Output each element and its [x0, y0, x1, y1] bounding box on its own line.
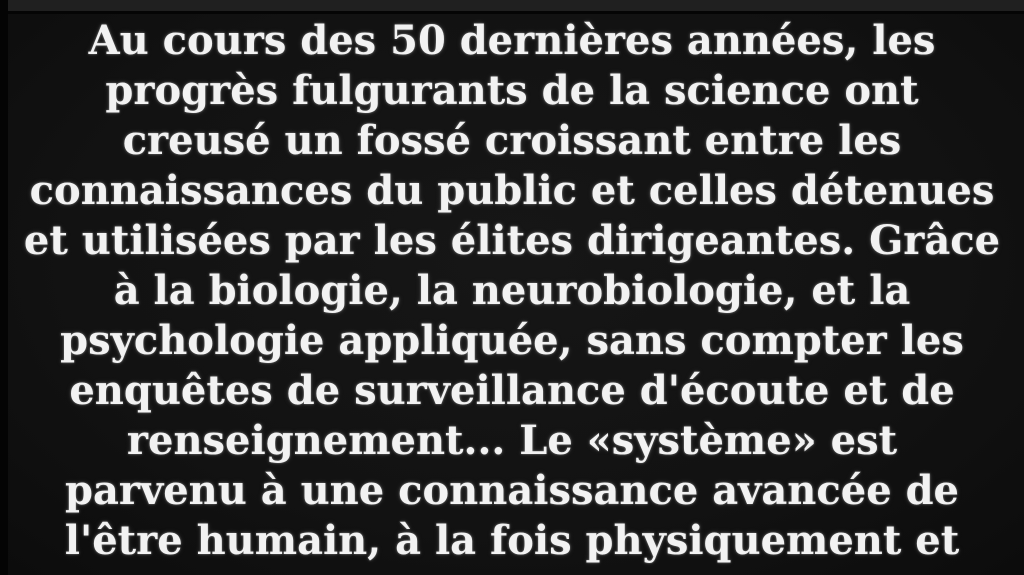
quote-line: connaissances du public et celles détenues [29, 167, 995, 214]
quote-line: progrès fulgurants de la science ont [105, 67, 919, 114]
quote-line: psychologie appliquée, sans compter les [60, 317, 964, 364]
quote-line: creusé un fossé croissant entre les [122, 117, 902, 164]
quote-line: l'être humain, à la fois physiquement et [64, 517, 960, 564]
quote-line: à la biologie, la neurobiologie, et la [113, 267, 911, 314]
quote-text-block [0, 16, 1024, 566]
quote-line: et utilisées par les élites dirigeantes. Grâce [23, 217, 1001, 264]
quote-line: enquêtes de surveillance d'écoute et de [69, 367, 955, 414]
quote-line: Au cours des 50 dernières années, les [88, 17, 936, 64]
top-edge-band [0, 0, 1024, 14]
quote-line: parvenu à une connaissance avancée de [65, 467, 959, 514]
quote-line: renseignement... Le «système» est [126, 417, 898, 464]
